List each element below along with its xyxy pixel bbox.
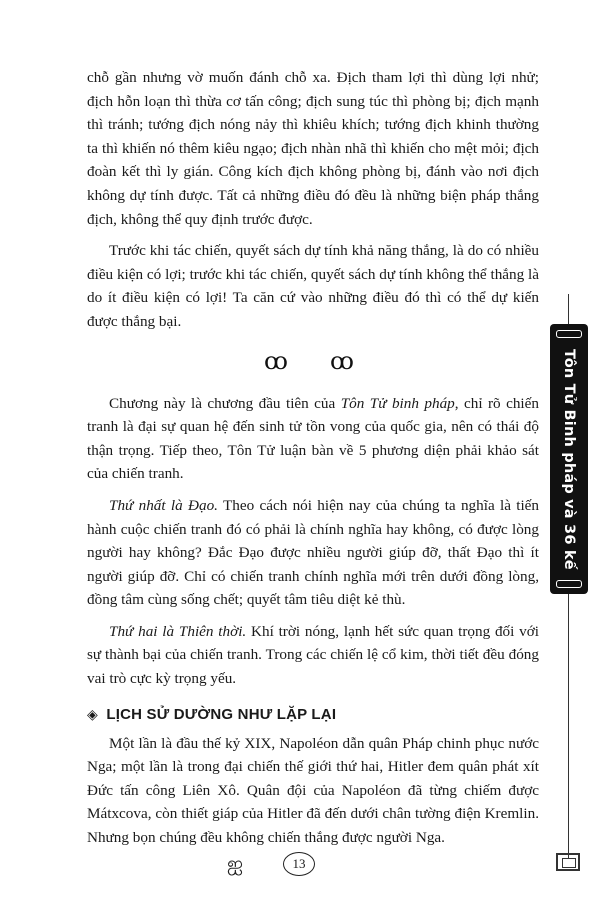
dao-text: Theo cách nói hiện nay của chúng ta nghĩa là tiến hành cuộc chiến tranh đó có phải là chính nghĩa hay không, có được lòng người hay không? Đắc Đạo được nhiều người giúp đỡ, thất Đạo thì ít người giúp đỡ. Chỉ có chiến tranh chính nghĩa mới trên dưới đồng lòng, đồng tâm cùng sống chết; quyết tâm tiêu diệt kẻ thù.: [87, 496, 540, 609]
chapter-intro-text: Chương này là chương đầu tiên của: [109, 394, 341, 412]
thien-thoi-text: Khí trời nóng, lạnh hết sức quan trọng đối với sự thành bại của chiến tranh. Trong các chiến lệ cổ kim, thời tiết đều đóng vai trò cực kỳ trọng yếu.: [87, 622, 540, 688]
section-heading-text: LỊCH SỬ DƯỜNG NHƯ LẶP LẠI: [106, 705, 337, 723]
thien-thoi-lead: Thứ hai là Thiên thời.: [109, 622, 247, 640]
paragraph-1: chỗ gần nhưng vờ muốn đánh chỗ xa. Địch tham lợi thì dùng lợi nhử; địch hỗn loạn thì thừa cơ tấn công; địch sung túc thì phòng bị; địch mạnh thì tránh; tướng địch nóng nảy thì khiêu khích; tướng địch khinh thường ta thì khiến nó thêm kiêu ngạo; địch nhàn nhã thì khiến cho mệt mỏi; địch đoàn kết thì ly gián. Công kích địch không phòng bị, đánh vào nơi địch không dự tính được. Tất cả những điều đó đều là những biện pháp thắng địch, không thể quy định trước được.: [87, 69, 539, 228]
paragraph-chapter-intro: [87, 392, 539, 486]
diamond-bullet-icon: ◈: [87, 705, 98, 722]
book-title-sidebar: [550, 324, 588, 594]
paragraph-2: Trước khi tác chiến, quyết sách dự tính khả năng thắng, là do có nhiều điều kiện có lợi; trước khi tác chiến, quyết sách dự tính không thể thắng là do ít điều kiện có lợi! Ta căn cứ vào những điều đó thì có thể dự kiến được thắng bại.: [87, 242, 539, 330]
footer-swirl-left-icon: ஐ: [227, 853, 244, 875]
chapter-intro-rest: , chỉ rõ chiến tranh là đại sự quan hệ đến sinh tử tồn vong của quốc gia, nên có thái độ thận trọng. Tiếp theo, Tôn Tử luận bàn về 5 phương diện phải khảo sát của chiến tranh.: [87, 394, 539, 483]
ornament-right-icon: ꝏ: [330, 348, 362, 375]
section-heading: [87, 703, 539, 726]
page-footer: [225, 852, 375, 876]
page-body: [87, 66, 539, 858]
sidebar-title: Tôn Tử Binh pháp và 36 kế: [561, 348, 577, 570]
paragraph-thien-thoi: [87, 620, 539, 691]
dao-lead: Thứ nhất là Đạo.: [109, 496, 218, 514]
sidebar-rail-top: [568, 294, 569, 324]
rail-knot-ornament: [556, 853, 580, 871]
paragraph-history: Một lần là đầu thế kỷ XIX, Napoléon dẫn quân Pháp chinh phục nước Nga; một lần là trong đại chiến thế giới thứ hai, Hitler đem quân phát xít Đức tấn công Liên Xô. Quân đội của Napoléon đã từng chiếm được Mátxcova, còn thiết giáp của Hitler đã đến dưới chân tường điện Kremlin. Nhưng bọn chúng đều không chiến thắng được người Nga.: [87, 734, 539, 847]
paragraph-dao: [87, 494, 539, 612]
page-number: 13: [283, 852, 315, 876]
book-title: Tôn Tử binh pháp: [340, 394, 455, 412]
ornament-left-icon: ꝏ: [264, 348, 296, 375]
section-ornament: [87, 348, 539, 376]
sidebar-rail-bottom: [568, 594, 569, 858]
